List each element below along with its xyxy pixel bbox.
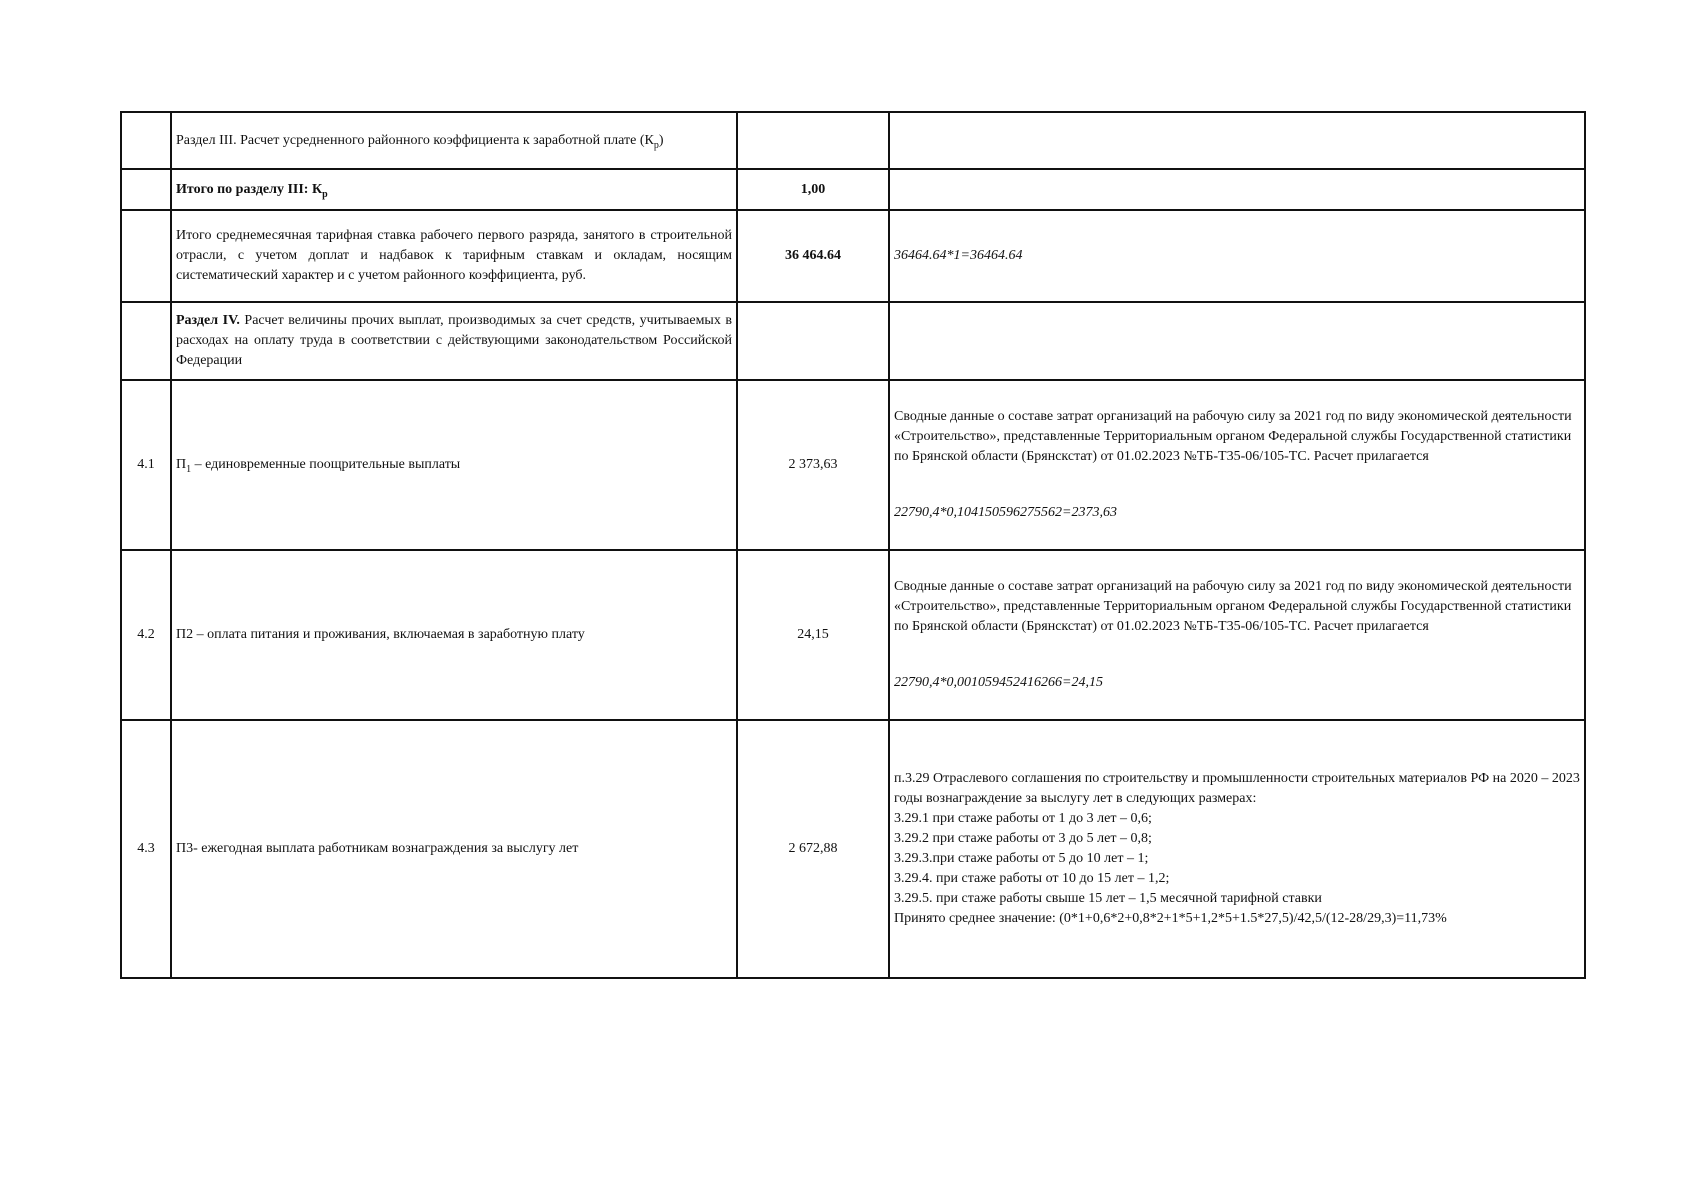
row-description: П2 – оплата питания и проживания, включаемая в заработную плату <box>171 550 737 720</box>
row-number: 4.3 <box>121 720 171 978</box>
row-value: 2 373,63 <box>737 380 889 550</box>
row-formula: 36464.64*1=36464.64 <box>889 210 1585 302</box>
table-row <box>121 169 1585 210</box>
note-line: 3.29.5. при стаже работы свыше 15 лет – 1,5 месячной тарифной ставки <box>894 891 1322 906</box>
note-line: 3.29.3.при стаже работы от 5 до 10 лет – 1; <box>894 851 1149 866</box>
row-number <box>121 112 171 169</box>
row-note <box>889 169 1585 210</box>
row-description: Раздел III. Расчет усредненного районного коэффициента к заработной плате $(К_р)$ <box>171 112 737 169</box>
row-description: Итого по разделу III: $К_р$ <box>171 169 737 210</box>
row-number <box>121 169 171 210</box>
row-number <box>121 210 171 302</box>
table-row <box>121 302 1585 380</box>
note-formula: 22790,4*0,104150596275562=2373,63 <box>894 505 1117 520</box>
note-text: Сводные данные о составе затрат организаций на рабочую силу за 2021 год по виду экономической деятельности «Строительство», представленные Территориальным органом Федеральной службы Государственной статистики по Брянской области (Брянскстат) от 01.02.2023 №ТБ-Т35-06/105-ТС. Расчет прилагается <box>894 579 1572 634</box>
row-description: Раздел IV. Расчет величины прочих выплат, производимых за счет средств, учитываемых в расходах на оплату труда в соответствии с действующими законодательством Российской Федерации <box>171 302 737 380</box>
row-note <box>889 720 1585 978</box>
row-description: Итого среднемесячная тарифная ставка рабочего первого разряда, занятого в строительной отрасли, с учетом доплат и надбавок к тарифным ставкам и окладам, носящим систематический характер и с учетом районного коэффициента, руб. <box>171 210 737 302</box>
note-line: п.3.29 Отраслевого соглашения по строительству и промышленности строительных материалов РФ на 2020 – 2023 годы вознаграждение за выслугу лет в следующих размерах: <box>894 771 1580 806</box>
row-description: П3- ежегодная выплата работникам вознаграждения за выслугу лет <box>171 720 737 978</box>
table-row <box>121 550 1585 720</box>
row-number: 4.1 <box>121 380 171 550</box>
note-spacer <box>894 467 1580 503</box>
row-value: 24,15 <box>737 550 889 720</box>
table-row <box>121 380 1585 550</box>
row-value <box>737 302 889 380</box>
row-value: 36 464.64 <box>737 210 889 302</box>
row-note <box>889 550 1585 720</box>
row-value: 1,00 <box>737 169 889 210</box>
note-line: 3.29.2 при стаже работы от 3 до 5 лет – 0,8; <box>894 831 1152 846</box>
row-note <box>889 380 1585 550</box>
row-description: $П_1$ – единовременные поощрительные выплаты <box>171 380 737 550</box>
table-row <box>121 210 1585 302</box>
note-line: 3.29.4. при стаже работы от 10 до 15 лет – 1,2; <box>894 871 1170 886</box>
row-value: 2 672,88 <box>737 720 889 978</box>
row-number: 4.2 <box>121 550 171 720</box>
note-spacer <box>894 637 1580 673</box>
row-number <box>121 302 171 380</box>
row-note <box>889 302 1585 380</box>
row-note <box>889 112 1585 169</box>
table-row <box>121 112 1585 169</box>
note-text: Сводные данные о составе затрат организаций на рабочую силу за 2021 год по виду экономической деятельности «Строительство», представленные Территориальным органом Федеральной службы Государственной статистики по Брянской области (Брянскстат) от 01.02.2023 №ТБ-Т35-06/105-ТС. Расчет прилагается <box>894 409 1572 464</box>
note-line: Принято среднее значение: (0*1+0,6*2+0,8*2+1*5+1,2*5+1.5*27,5)/42,5/(12-28/29,3)=11,73% <box>894 911 1447 926</box>
note-line: 3.29.1 при стаже работы от 1 до 3 лет – 0,6; <box>894 811 1152 826</box>
calculation-table <box>120 111 1586 979</box>
note-formula: 22790,4*0,001059452416266=24,15 <box>894 675 1103 690</box>
table-row <box>121 720 1585 978</box>
row-value <box>737 112 889 169</box>
